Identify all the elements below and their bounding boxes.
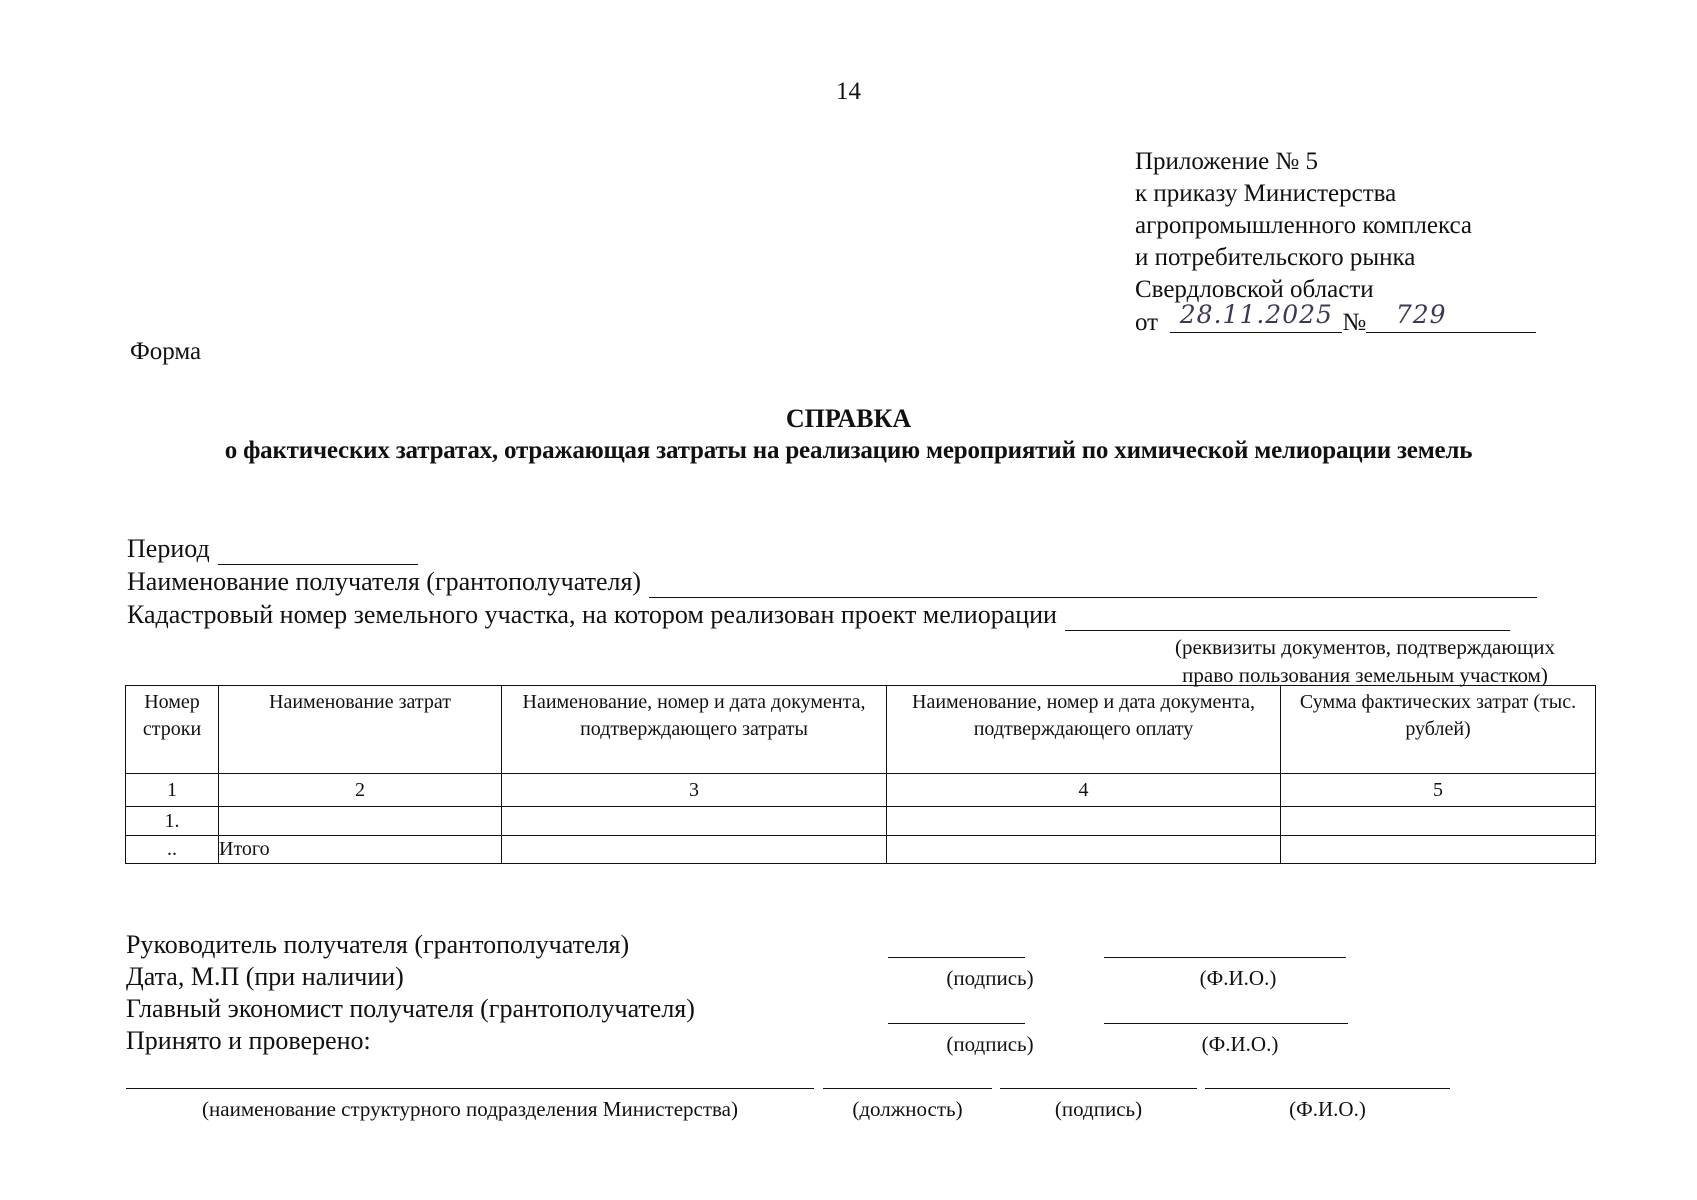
document-subtitle: о фактических затратах, отражающая затраты на реализацию мероприятий по химической мелиорации земель [224,437,1473,464]
header-actual-sum: Сумма фактических затрат (тыс. рублей) [1281,686,1596,774]
table-cell[interactable] [887,807,1281,836]
signature-block [126,929,695,1057]
order-date-handwritten: 28.11.2025 [1179,300,1333,329]
document-title: СПРАВКА [785,404,912,433]
accepted-label: Принято и проверено: [126,1026,371,1055]
order-number-label: № [1342,309,1367,336]
recipient-row [127,565,1537,598]
table-cell[interactable]: 1. [126,807,219,836]
economist-fio-caption: (Ф.И.О.) [1201,1032,1279,1056]
appendix-block [1135,146,1536,339]
header-cost-name: Наименование затрат [219,686,502,774]
page-number: 14 [836,78,861,105]
head-label: Руководитель получателя (грантополучателя) [126,930,630,959]
department-caption: (наименование структурного подразделения Министерства) [202,1097,738,1121]
head-fio-line[interactable] [1104,957,1346,958]
column-number-2: 2 [219,774,502,807]
economist-signature-caption: (подпись) [946,1032,1034,1056]
column-number-1: 1 [126,774,219,807]
position-caption: (должность) [852,1097,963,1121]
costs-table [125,685,1596,864]
column-number-5: 5 [1281,774,1596,807]
verifier-signature-line[interactable] [1000,1088,1197,1089]
recipient-label: Наименование получателя (грантополучателя) [127,567,642,596]
table-column-numbers-row [126,774,1596,807]
cadastral-row [127,598,1537,631]
order-from-label: от [1135,309,1159,336]
table-cell[interactable] [502,836,887,864]
head-signature-caption: (подпись) [946,966,1034,990]
appendix-line-3: агропромышленного комплекса [1135,212,1473,239]
recipient-field[interactable] [649,573,1537,598]
order-number-handwritten: 729 [1395,300,1447,329]
header-row-number: Номер строки [126,686,219,774]
table-row [126,807,1596,836]
appendix-line-4: и потребительского рынка [1135,244,1416,271]
chief-economist-label: Главный экономист получателя (грантополучателя) [126,994,695,1023]
cadastral-label: Кадастровый номер земельного участка, на котором реализован проект мелиорации [127,600,1057,629]
header-payment-document: Наименование, номер и дата документа, подтверждающего оплату [887,686,1281,774]
table-cell[interactable] [219,807,502,836]
verifier-signature-caption: (подпись) [1054,1097,1143,1121]
period-row [127,532,1537,565]
header-cost-document: Наименование, номер и дата документа, подтверждающего затраты [502,686,887,774]
order-date-field [1170,300,1342,333]
economist-fio-line[interactable] [1104,1023,1348,1024]
form-label: Форма [130,338,202,365]
verifier-fio-line[interactable] [1205,1088,1450,1089]
economist-signature-line[interactable] [888,1023,1025,1024]
table-cell[interactable] [1281,807,1596,836]
column-number-3: 3 [502,774,887,807]
department-line[interactable] [126,1088,814,1089]
date-stamp-label: Дата, М.П (при наличии) [126,962,404,991]
table-row-total [126,836,1596,864]
table-cell[interactable] [502,807,887,836]
total-label-cell[interactable]: Итого [219,836,502,864]
appendix-line-5: Свердловской области [1135,276,1374,303]
cadastral-field[interactable] [1065,606,1510,631]
cadastral-note-line-2: право пользования земельным участком) [1182,663,1548,687]
cadastral-note [1140,633,1590,689]
column-number-4: 4 [887,774,1281,807]
appendix-line-2: к приказу Министерства [1135,180,1397,207]
position-line[interactable] [823,1088,992,1089]
order-date-number-line [1135,300,1536,339]
table-cell[interactable] [887,836,1281,864]
table-cell[interactable]: .. [126,836,219,864]
verifier-fio-caption: (Ф.И.О.) [1289,1097,1366,1121]
table-cell[interactable] [1281,836,1596,864]
table-header-row [126,686,1596,774]
appendix-line-1: Приложение № 5 [1135,148,1319,175]
period-label: Период [127,534,210,563]
period-field[interactable] [218,540,418,565]
cadastral-note-line-1: (реквизиты документов, подтверждающих [1175,635,1555,659]
head-fio-caption: (Ф.И.О.) [1199,966,1277,990]
header-fields [127,532,1537,631]
head-signature-line[interactable] [888,957,1025,958]
order-number-field [1366,300,1536,333]
